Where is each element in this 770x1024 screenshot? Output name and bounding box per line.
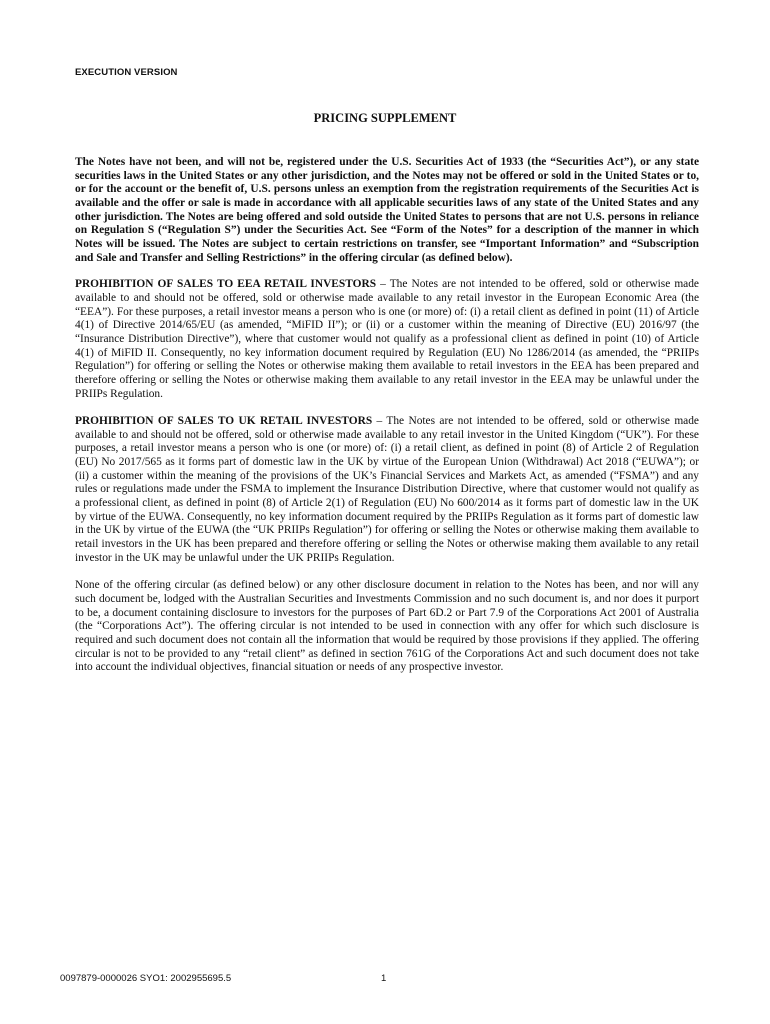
execution-version-label: EXECUTION VERSION <box>75 67 178 78</box>
uk-prohibition-paragraph <box>75 415 699 565</box>
document-body <box>75 156 699 689</box>
uk-prohibition-text: – The Notes are not intended to be offered, sold or otherwise made available to and should not be offered, sold or otherwise made available to any retail investor in the United Kingdom (“UK”). For these purposes, a retail investor means a person who is one (or more) of: (i) a retail client, as defined in point (8) of Article 2 of Regulation (EU) No 2017/565 as it forms part of domestic law in the UK by virtue of the European Union (Withdrawal) Act 2018 (“EUWA”); or (ii) a customer within the meaning of the provisions of the UK’s Financial Services and Markets Act, as amended (“FSMA”) and any rules or regulations made under the FSMA to implement the Insurance Distribution Directive, where that customer would not qualify as a professional client, as defined in point (8) of Article 2(1) of Regulation (EU) No 600/2014 as it forms part of domestic law in the UK by virtue of the EUWA. Consequently, no key information document required by the PRIIPs Regulation as it forms part of domestic law in the UK by virtue of the EUWA (the “UK PRIIPs Regulation”) for offering or selling the Notes or otherwise making them available to retail investors in the UK has been prepared and therefore offering or selling the Notes or otherwise making them available to any retail investor in the UK may be unlawful under the UK PRIIPs Regulation. <box>75 415 699 564</box>
footer-document-reference: 0097879-0000026 SYO1: 2002955695.5 <box>60 973 232 984</box>
uk-prohibition-heading: PROHIBITION OF SALES TO UK RETAIL INVESTORS <box>75 415 373 428</box>
securities-act-legend: The Notes have not been, and will not be, registered under the U.S. Securities Act of 1933 (the “Securities Act”), or any state securities laws in the United States or any other jurisdiction, and the Notes may not be offered or sold in the United States or to, or for the account or the benefit of, U.S. persons unless an exemption from the registration requirements of the Securities Act is available and the offer or sale is made in accordance with all applicable securities laws of any state of the United States and any other jurisdiction. The Notes are being offered and sold outside the United States to persons that are not U.S. persons in reliance on Regulation S (“Regulation S”) under the Securities Act. See “Form of the Notes” for a description of the manner in which Notes will be issued. The Notes are subject to certain restrictions on transfer, see “Important Information” and “Subscription and Sale and Transfer and Selling Restrictions” in the offering circular (as defined below). <box>75 156 699 264</box>
australia-disclosure-paragraph: None of the offering circular (as defined below) or any other disclosure document in relation to the Notes has been, and nor will any such document be, lodged with the Australian Securities and Investments Commission and no such document is, and nor does it purport to be, a document containing disclosure to investors for the purposes of Part 6D.2 or Part 7.9 of the Corporations Act 2001 of Australia (the “Corporations Act”). The offering circular is not intended to be used in connection with any offer for which such disclosure is required and such document does not contain all the information that would be required by those provisions if they applied. The offering circular is not to be provided to any “retail client” as defined in section 761G of the Corporations Act and such document does not take into account the individual objectives, financial situation or needs of any prospective investor. <box>75 579 699 674</box>
eea-prohibition-text: – The Notes are not intended to be offered, sold or otherwise made available to and should not be offered, sold or otherwise made available to any retail investor in the European Economic Area (the “EEA”). For these purposes, a retail investor means a person who is one (or more) of: (i) a retail client as defined in point (11) of Article 4(1) of Directive 2014/65/EU (as amended, “MiFID II”); or (ii) or a customer within the meaning of Directive (EU) 2016/97 (the “Insurance Distribution Directive”), where that customer would not qualify as a professional client as defined in point (10) of Article 4(1) of MiFID II. Consequently, no key information document required by Regulation (EU) No 1286/2014 (as amended, the “PRIIPs Regulation”) for offering or selling the Notes or otherwise making them available to retail investors in the EEA has been prepared and therefore offering or selling the Notes or otherwise making them available to any retail investor in the EEA may be unlawful under the PRIIPs Regulation. <box>75 278 699 400</box>
footer-page-number: 1 <box>381 973 387 984</box>
eea-prohibition-heading: PROHIBITION OF SALES TO EEA RETAIL INVESTORS <box>75 278 377 291</box>
page-title: PRICING SUPPLEMENT <box>313 111 457 125</box>
eea-prohibition-paragraph <box>75 278 699 401</box>
